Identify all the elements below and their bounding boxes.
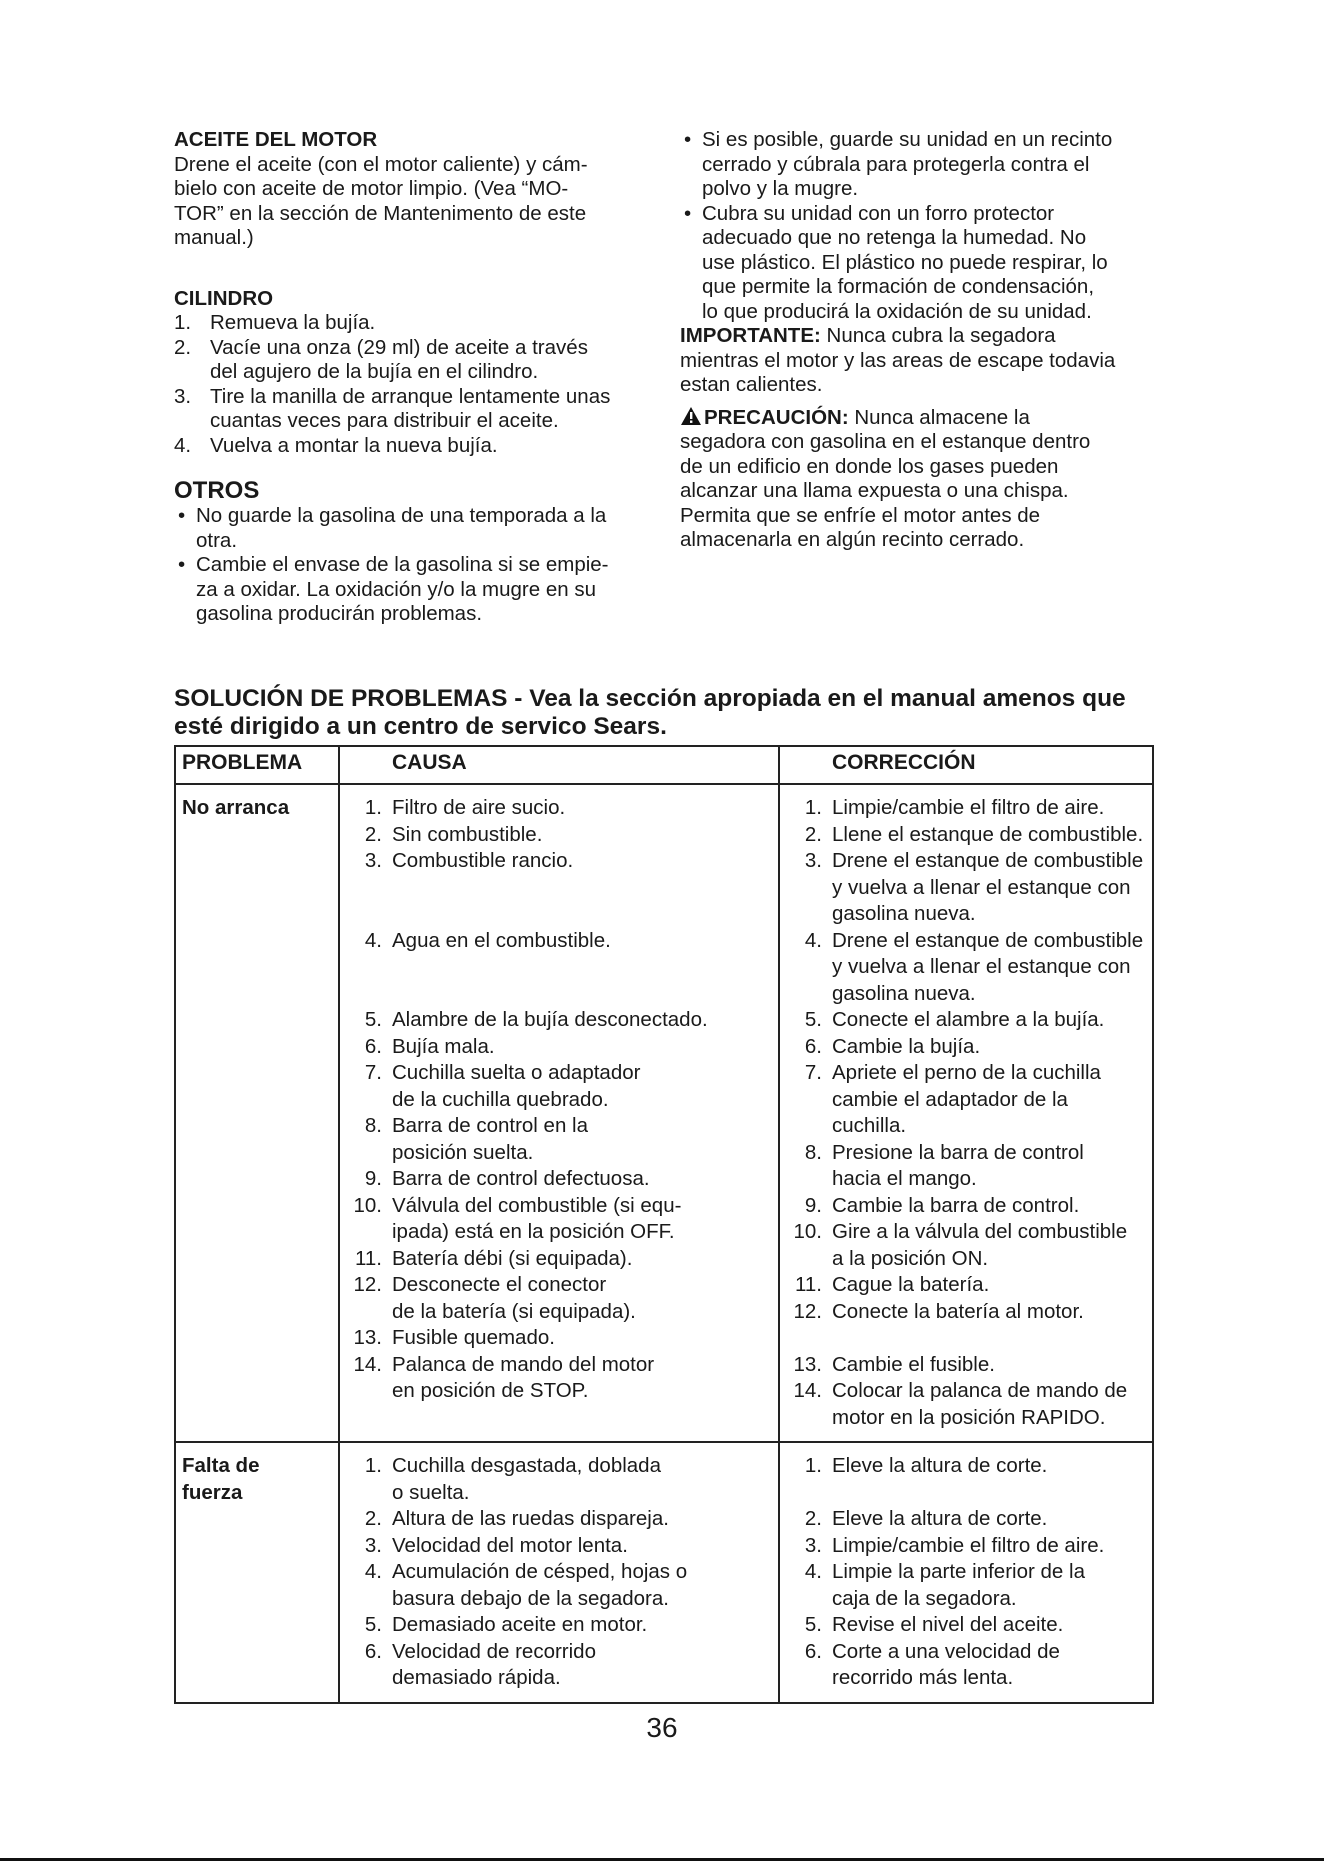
heading-aceite-del-motor: ACEITE DEL MOTOR: [174, 128, 378, 151]
problem-cell: [175, 1442, 339, 1703]
causa-item: 4. Agua en el combustible.: [364, 928, 611, 952]
text-line: bielo con aceite de motor limpio. (Vea “MO-: [174, 177, 569, 200]
causa-item: 5. Alambre de la bujía desconectado.: [364, 1008, 708, 1031]
causa-item: 6. Velocidad de recorrido demasiado rápida.: [364, 1639, 596, 1689]
text-line: manual.): [174, 226, 254, 249]
text-line: TOR” en la sección de Mantenimento de este: [174, 201, 587, 225]
list-item: 4. Vuelva a montar la nueva bujía.: [174, 433, 498, 457]
warning-triangle-icon: [680, 406, 702, 426]
correccion-item: 7. Apriete el perno de la cuchilla cambie el adaptador de la cuchilla.: [804, 1061, 1101, 1137]
bullet-item: • Cubra su unidad con un forro protector adecuado que no retenga la humedad. No use plástico. El plástico no puede respirar, lo que permite la formación de condensación, lo que producirá la oxidación de su unidad.: [684, 201, 1108, 323]
problem-label: Falta de: [182, 1454, 260, 1477]
causa-item: 8. Barra de control en la posición suelta.: [364, 1114, 589, 1164]
correccion-cell: [779, 784, 1153, 1442]
list-item: 3. Tire la manilla de arranque lentamente unas cuantas veces para distribuir el aceite.: [174, 384, 611, 432]
troubleshooting-table: [174, 745, 1154, 1704]
causa-item: 2. Sin combustible.: [364, 822, 543, 846]
causa-item: 13. Fusible quemado.: [353, 1326, 555, 1349]
correccion-item: 14. Colocar la palanca de mando de motor en la posición RAPIDO.: [793, 1379, 1128, 1429]
right-column: [680, 128, 1170, 553]
cilindro-list: [174, 311, 664, 458]
bullet-item: • Cambie el envase de la gasolina si se empie- za a oxidar. La oxidación y/o la mugre en su gasolina producirán problemas.: [178, 553, 609, 625]
causa-item: 1. Cuchilla desgastada, doblada o suelta.: [364, 1454, 661, 1504]
correccion-item: 3. Limpie/cambie el filtro de aire.: [804, 1533, 1105, 1557]
text-line: Drene el aceite (con el motor caliente) y cám-: [174, 152, 588, 176]
bullet-item: • No guarde la gasolina de una temporada a la otra.: [178, 504, 607, 552]
list-item: 1. Remueva la bujía.: [174, 311, 376, 334]
causa-cell: [339, 1442, 779, 1703]
correccion-item: 3. Drene el estanque de combustible y vuelva a llenar el estanque con gasolina nueva.: [804, 849, 1144, 925]
header-correccion: CORRECCIÓN: [779, 746, 1153, 784]
correccion-item: 1. Eleve la altura de corte.: [804, 1454, 1048, 1477]
precaucion-label: PRECAUCIÓN:: [704, 405, 849, 429]
correccion-item: 12. Conecte la batería al motor.: [793, 1299, 1084, 1323]
header-causa: CAUSA: [339, 746, 779, 784]
correccion-item: 9. Cambie la barra de control.: [804, 1193, 1080, 1217]
causa-item: 6. Bujía mala.: [364, 1034, 495, 1058]
heading-cilindro: CILINDRO: [174, 286, 274, 310]
causa-item: 3. Combustible rancio.: [364, 849, 574, 872]
causa-item: 14. Palanca de mando del motor en posición de STOP.: [353, 1352, 655, 1402]
table-row: [175, 1442, 1153, 1703]
causa-item: 10. Válvula del combustible (si equ- ipada) está en la posición OFF.: [353, 1193, 682, 1243]
causa-item: 2. Altura de las ruedas dispareja.: [364, 1507, 669, 1530]
problem-label: fuerza: [182, 1480, 243, 1504]
correccion-cell: [779, 1442, 1153, 1703]
section-title-solucion-de-problemas: SOLUCIÓN DE PROBLEMAS - Vea la sección apropiada en el manual amenos que esté dirigido a un centro de servico Sears.: [174, 685, 1126, 740]
precaucion-note: PRECAUCIÓN: Nunca almacene la segadora con gasolina en el estanque dentro de un edificio en donde los gases pueden alcanzar una llama expuesta o una chispa. Permita que se enfríe el motor antes de almacenarla en algún recinto cerrado.: [680, 405, 1091, 551]
left-column: [174, 128, 664, 627]
bullet-item: • Si es posible, guarde su unidad en un recinto cerrado y cúbrala para protegerla contra el polvo y la mugre.: [684, 128, 1113, 200]
heading-otros: OTROS: [174, 477, 260, 504]
correccion-item: 5. Conecte el alambre a la bujía.: [804, 1008, 1105, 1031]
causa-item: 9. Barra de control defectuosa.: [364, 1167, 650, 1190]
correccion-item: 4. Drene el estanque de combustible y vuelva a llenar el estanque con gasolina nueva.: [804, 928, 1144, 1005]
bottom-rule: [0, 1858, 1324, 1861]
causa-item: 11. Batería débi (si equipada).: [355, 1246, 633, 1270]
motor-paragraph: [174, 153, 664, 251]
correccion-item: 4. Limpie la parte inferior de la caja de la segadora.: [804, 1560, 1085, 1610]
correccion-item: 1. Limpie/cambie el filtro de aire.: [804, 796, 1105, 819]
problem-label: No arranca: [182, 796, 290, 819]
causa-item: 5. Demasiado aceite en motor.: [364, 1613, 648, 1636]
causa-cell: [339, 784, 779, 1442]
importante-label: IMPORTANTE:: [680, 324, 821, 347]
correccion-item: 8. Presione la barra de control hacia el mango.: [804, 1140, 1084, 1190]
correccion-item: 6. Cambie la bujía.: [804, 1034, 981, 1058]
correccion-item: 13. Cambie el fusible.: [793, 1352, 995, 1376]
otros-list: [174, 504, 664, 627]
correccion-item: 11. Cague la batería.: [795, 1273, 990, 1296]
list-item: 2. Vacíe una onza (29 ml) de aceite a través del agujero de la bujía en el cilindro.: [174, 335, 588, 383]
causa-item: 7. Cuchilla suelta o adaptador de la cuchilla quebrado.: [364, 1061, 641, 1111]
header-problema: PROBLEMA: [175, 746, 339, 784]
problem-cell: [175, 784, 339, 1442]
page-number: 36: [646, 1712, 678, 1743]
table-header-row: [175, 746, 1153, 784]
causa-item: 3. Velocidad del motor lenta.: [364, 1533, 628, 1557]
correccion-item: 6. Corte a una velocidad de recorrido más lenta.: [804, 1639, 1060, 1689]
causa-item: 1. Filtro de aire sucio.: [364, 796, 566, 819]
storage-bullets: [680, 128, 1170, 324]
correccion-item: 2. Eleve la altura de corte.: [804, 1507, 1048, 1530]
correccion-item: 2. Llene el estanque de combustible.: [804, 822, 1144, 846]
correccion-item: 5. Revise el nivel del aceite.: [804, 1613, 1064, 1636]
table-row: [175, 784, 1153, 1442]
causa-item: 4. Acumulación de césped, hojas o basura debajo de la segadora.: [364, 1560, 688, 1610]
correccion-item: 10. Gire a la válvula del combustible a la posición ON.: [793, 1220, 1128, 1270]
causa-item: 12. Desconecte el conector de la batería (si equipada).: [353, 1273, 636, 1323]
importante-note: IMPORTANTE: Nunca cubra la segadora mientras el motor y las areas de escape todavia estan calientes.: [680, 324, 1116, 396]
